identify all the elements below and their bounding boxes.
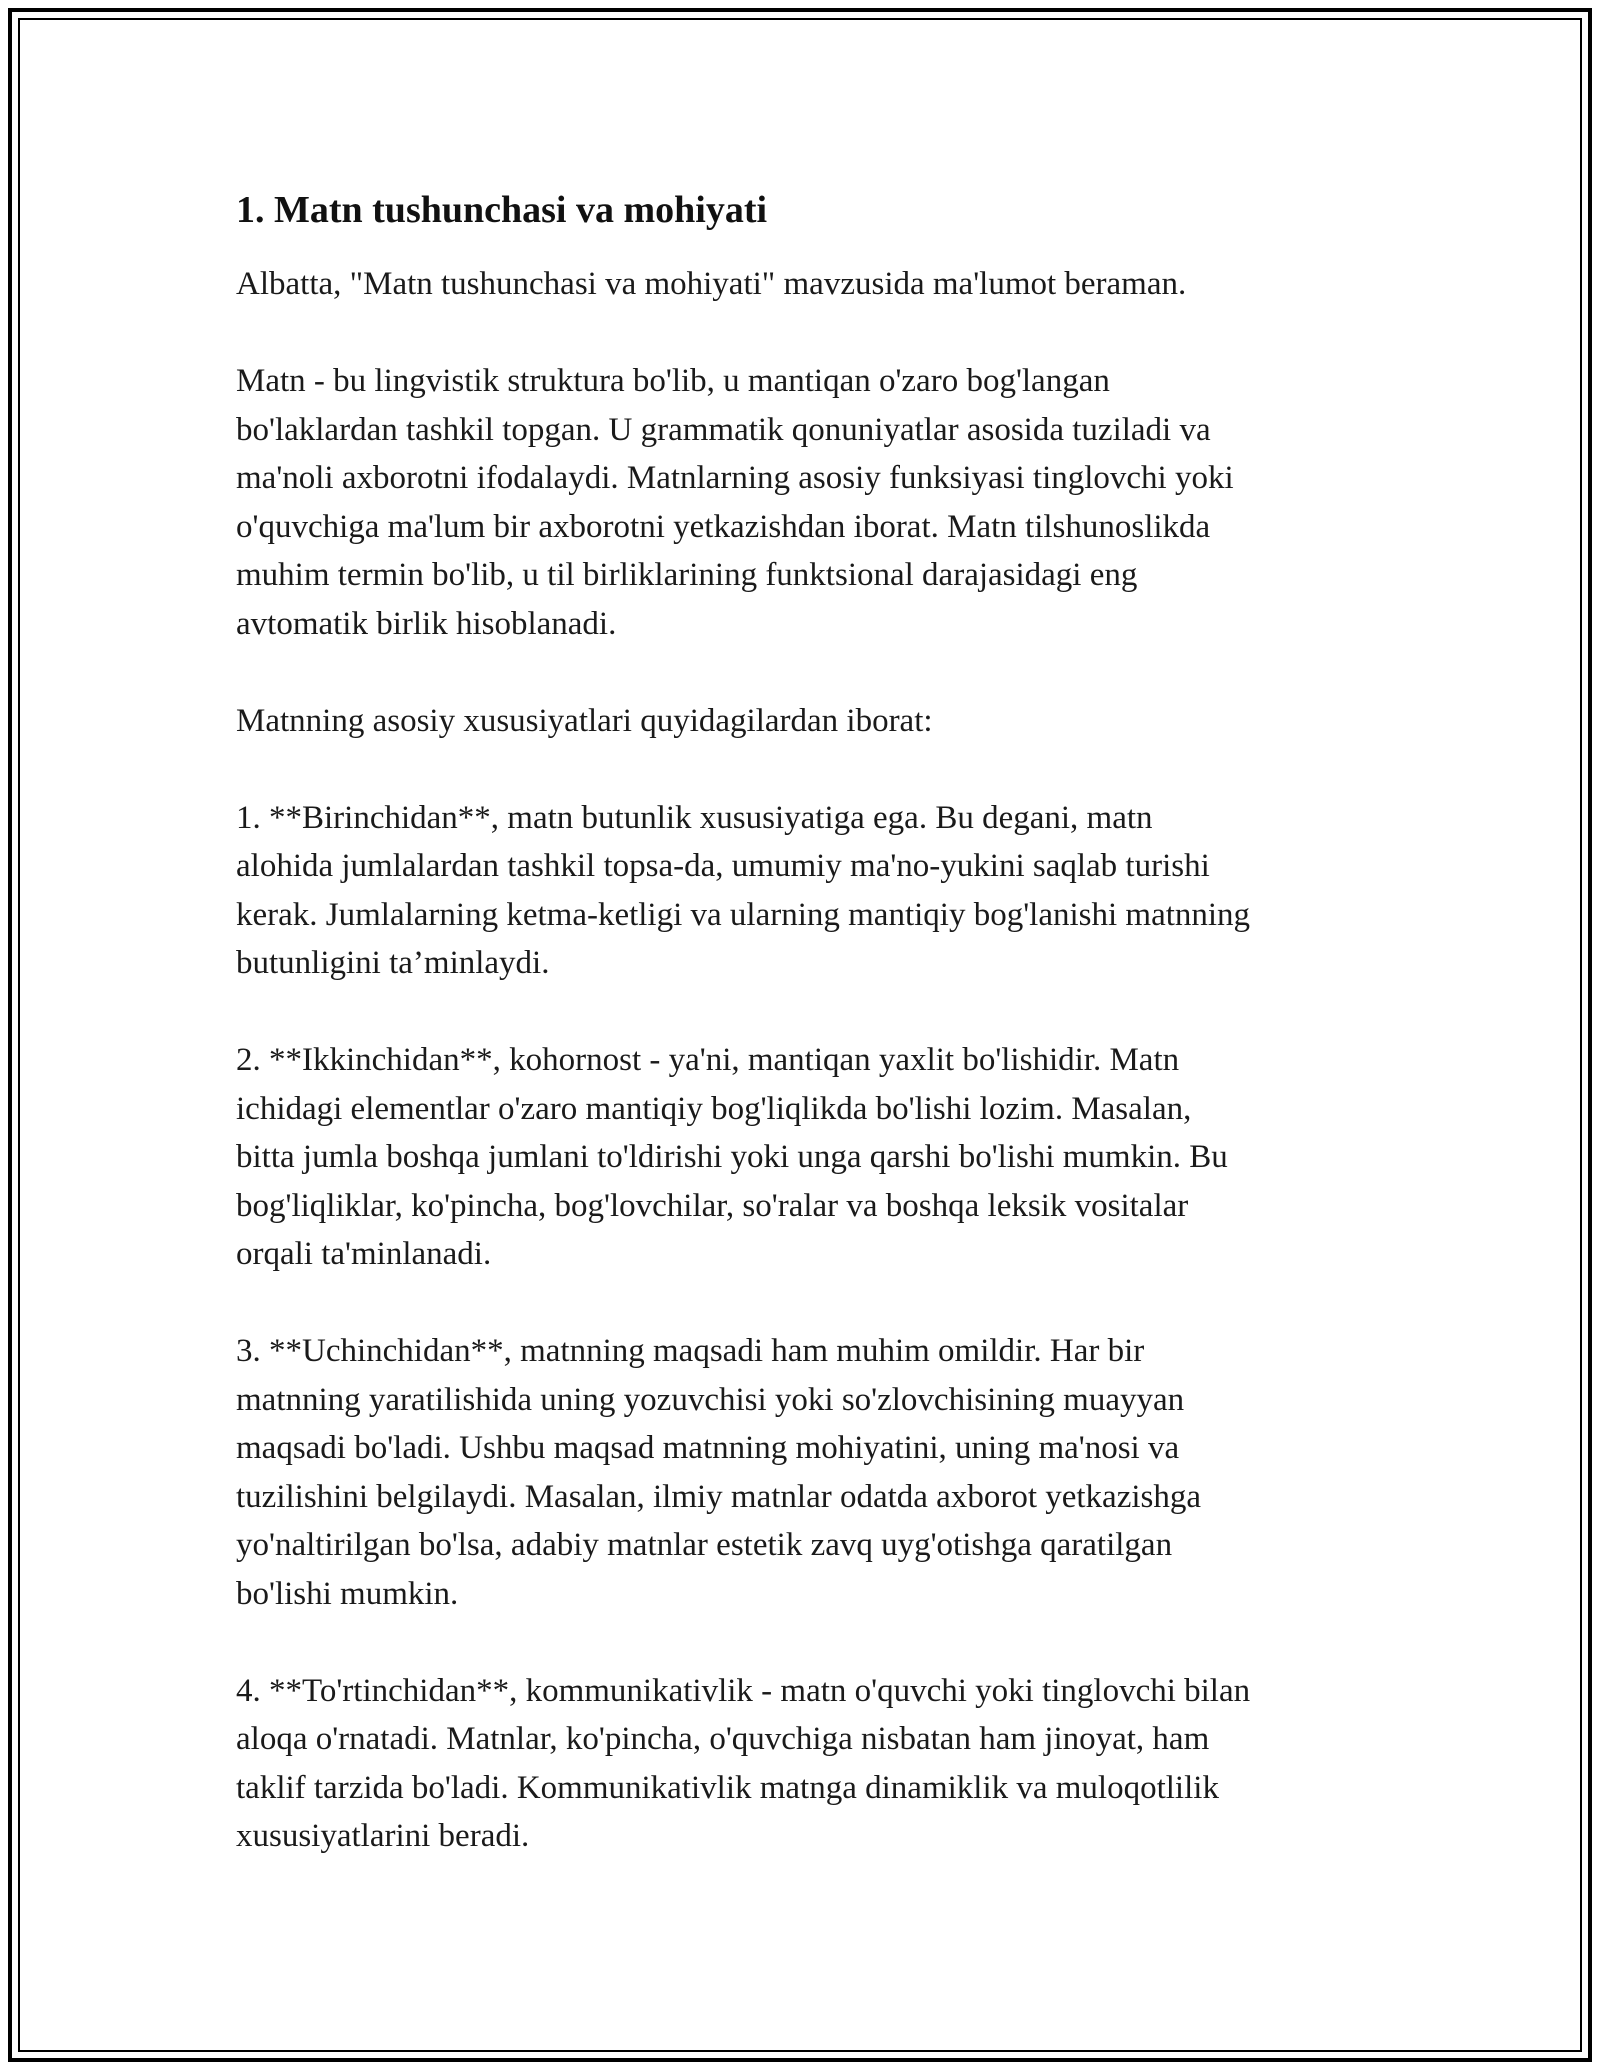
text-line: muhim termin bo'lib, u til birliklarining funktsional darajasidagi eng xyxy=(236,557,1138,593)
text-line: 1. **Birinchidan**, matn butunlik xususiyatiga ega. Bu degani, matn xyxy=(236,799,1153,836)
text-line: kerak. Jumlalarning ketma-ketligi va ularning mantiqiy bog'lanishi matnning xyxy=(236,896,1251,933)
text-line: tuzilishini belgilaydi. Masalan, ilmiy matnlar odatda axborot yetkazishga xyxy=(236,1478,1202,1515)
text-line: Matn - bu lingvistik struktura bo'lib, u mantiqan o'zaro bog'langan xyxy=(236,363,1110,399)
text-line: 2. **Ikkinchidan**, kohornost - ya'ni, mantiqan yaxlit bo'lishidir. Matn xyxy=(236,1042,1180,1078)
text-line: 3. **Uchinchidan**, matnning maqsadi ham muhim omildir. Har bir xyxy=(236,1333,1145,1369)
text-line: ma'noli axborotni ifodalaydi. Matnlarning asosiy funksiyasi tinglovchi yoki xyxy=(236,460,1234,496)
paragraph-point-4 xyxy=(236,1667,1386,1861)
paragraph-point-2 xyxy=(236,1036,1386,1279)
text-line: ichidagi elementlar o'zaro mantiqiy bog'liqlikda bo'lishi lozim. Masalan, xyxy=(236,1090,1192,1127)
text-line: bog'liqliklar, ko'pincha, bog'lovchilar, so'ralar va boshqa leksik vositalar xyxy=(236,1187,1189,1224)
document-title: 1. Matn tushunchasi va mohiyati xyxy=(236,189,768,231)
text-line: yo'naltirilgan bo'lsa, adabiy matnlar estetik zavq uyg'otishga qaratilgan xyxy=(236,1527,1173,1563)
text-line: Albatta, "Matn tushunchasi va mohiyati" mavzusida ma'lumot beraman. xyxy=(236,266,1187,302)
paragraph-intro xyxy=(236,260,1386,309)
text-line: 4. **To'rtinchidan**, kommunikativlik - matn o'quvchi yoki tinglovchi bilan xyxy=(236,1672,1251,1709)
text-line: butunligini ta’minlaydi. xyxy=(236,945,550,981)
text-line: bo'laklardan tashkil topgan. U grammatik qonuniyatlar asosida tuziladi va xyxy=(236,411,1211,448)
paragraph-point-1 xyxy=(236,794,1386,988)
text-line: aloqa o'rnatadi. Matnlar, ko'pincha, o'quvchiga nisbatan ham jinoyat, ham xyxy=(236,1721,1210,1757)
text-line: bo'lishi mumkin. xyxy=(236,1575,459,1612)
document-body xyxy=(236,186,1386,1909)
text-line: orqali ta'minlanadi. xyxy=(236,1236,492,1272)
text-line: xususiyatlarini beradi. xyxy=(236,1818,530,1854)
paragraph-point-3 xyxy=(236,1327,1386,1618)
paragraph-definition xyxy=(236,357,1386,648)
text-line: bitta jumla boshqa jumlani to'ldirishi yoki unga qarshi bo'lishi mumkin. Bu xyxy=(236,1139,1228,1175)
text-line: maqsadi bo'ladi. Ushbu maqsad matnning mohiyatini, uning ma'nosi va xyxy=(236,1430,1180,1466)
paragraph-features-intro xyxy=(236,697,1386,746)
text-line: avtomatik birlik hisoblanadi. xyxy=(236,605,617,642)
text-line: o'quvchiga ma'lum bir axborotni yetkazishdan iborat. Matn tilshunoslikda xyxy=(236,508,1211,545)
text-line: Matnning asosiy xususiyatlari quyidagilardan iborat: xyxy=(236,702,933,739)
text-line: alohida jumlalardan tashkil topsa-da, umumiy ma'no-yukini saqlab turishi xyxy=(236,848,1210,884)
text-line: matnning yaratilishida uning yozuvchisi yoki so'zlovchisining muayyan xyxy=(236,1381,1185,1418)
text-line: taklif tarzida bo'ladi. Kommunikativlik matnga dinamiklik va muloqotlilik xyxy=(236,1769,1219,1806)
